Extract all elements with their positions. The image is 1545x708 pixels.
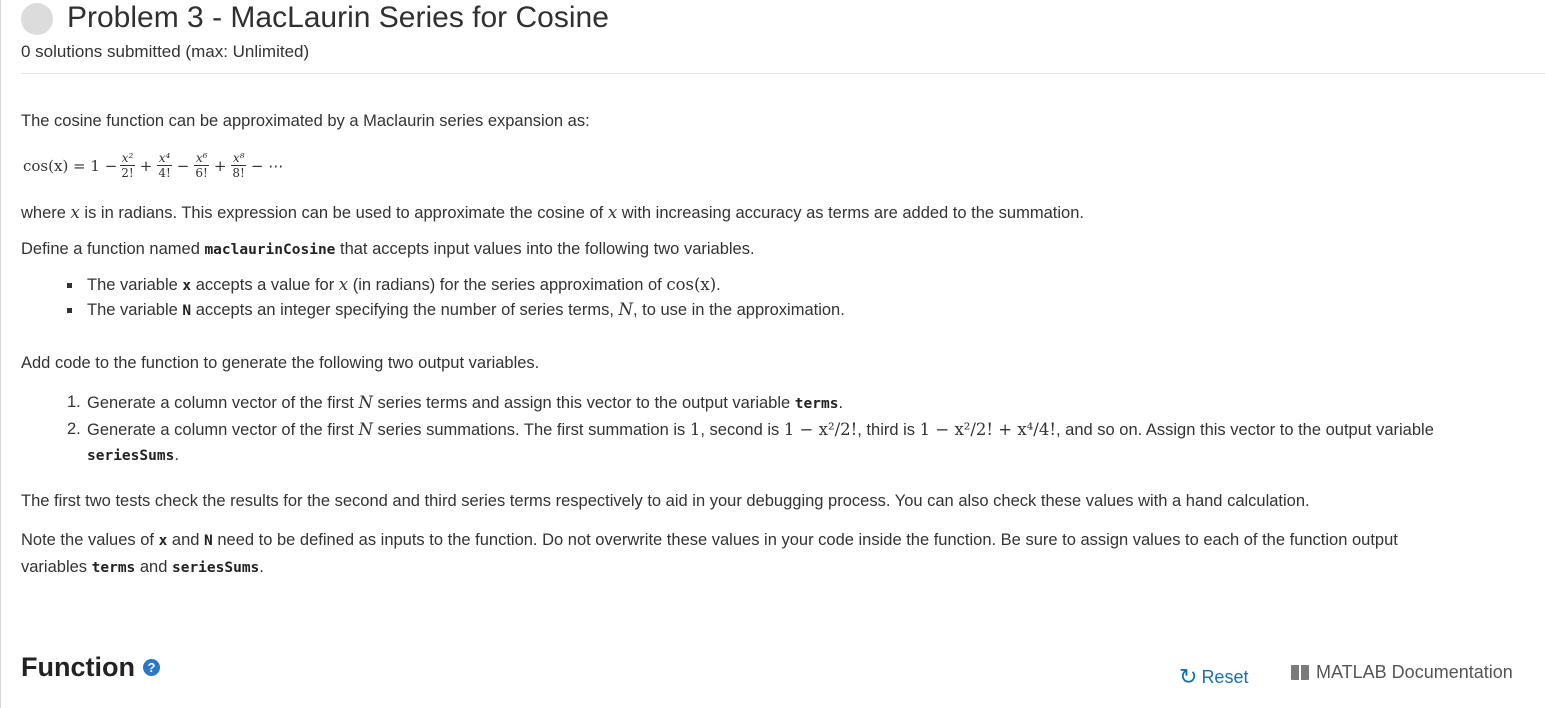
- list-item: The variable N accepts an integer specifying the number of series terms, N, to use in the approximation.: [67, 299, 845, 324]
- reset-label: Reset: [1201, 666, 1249, 687]
- question-circle-icon[interactable]: ?: [143, 659, 160, 676]
- output-list: [67, 390, 1467, 469]
- input-list: [67, 274, 845, 324]
- list-item: The variable x accepts a value for x (in radians) for the series approximation of cos(x).: [67, 274, 845, 299]
- where-text: where x is in radians. This expression can be used to approximate the cosine of x with increasing accuracy as terms are added to the summation.: [21, 203, 1084, 222]
- inputs-note: Note the values of x and N need to be defined as inputs to the function. Do not overwrite these values in your code inside the function. Be sure to assign values to each of the function output variables terms and seriesSums.: [21, 531, 1398, 576]
- refresh-icon: ↻: [1179, 664, 1198, 689]
- formula-term: $\frac{\text{x²}}{2!}$: [121, 151, 134, 180]
- list-item: 2. Generate a column vector of the first N series summations. The first summation is 1, second is 1 − x²/2!, third is 1 − x²/2! + x⁴/4!, and so on. Assign this vector to the output variable seriesSums.: [67, 420, 1434, 464]
- header-divider: [21, 73, 1545, 74]
- problem-title: Problem 3 - MacLaurin Series for Cosine: [67, 1, 609, 34]
- cosine-series-formula: cos(x) = 1 − $\frac{\text{x²}}{2!}$ + $\frac{\text{x⁴}}{4!}$ − $\frac{\text{x⁶}}{6!}$ + $\frac{\text{x⁸}}{8!}$ − ⋯: [23, 151, 284, 180]
- define-text: Define a function named maclaurinCosine that accepts input values into the following two variables.: [21, 240, 755, 258]
- function-heading-label: Function: [21, 652, 135, 682]
- matlab-documentation-link[interactable]: [1291, 662, 1513, 683]
- intro-text: The cosine function can be approximated by a Maclaurin series expansion as:: [21, 112, 590, 130]
- book-icon: [1291, 665, 1309, 680]
- formula-lhs: cos(x) = 1 −: [23, 157, 118, 175]
- function-heading: [21, 652, 160, 683]
- formula-term: $\frac{\text{x⁸}}{8!}$: [232, 151, 245, 180]
- matlab-documentation-label: MATLAB Documentation: [1316, 662, 1513, 682]
- list-item: 1. Generate a column vector of the first N series terms and assign this vector to the output variable terms.: [67, 393, 844, 412]
- formula-term: $\frac{\text{x⁴}}{4!}$: [158, 151, 171, 180]
- formula-term: $\frac{\text{x⁶}}{6!}$: [195, 151, 208, 180]
- function-name-code: maclaurinCosine: [204, 242, 336, 258]
- reset-button[interactable]: [1179, 664, 1248, 690]
- tests-note: The first two tests check the results for the second and third series terms respectively to aid in your debugging process. You can also check these values with a hand calculation.: [21, 492, 1310, 510]
- submission-count: 0 solutions submitted (max: Unlimited): [21, 42, 310, 61]
- outputs-intro: Add code to the function to generate the following two output variables.: [21, 354, 540, 372]
- status-indicator-icon: [21, 3, 53, 35]
